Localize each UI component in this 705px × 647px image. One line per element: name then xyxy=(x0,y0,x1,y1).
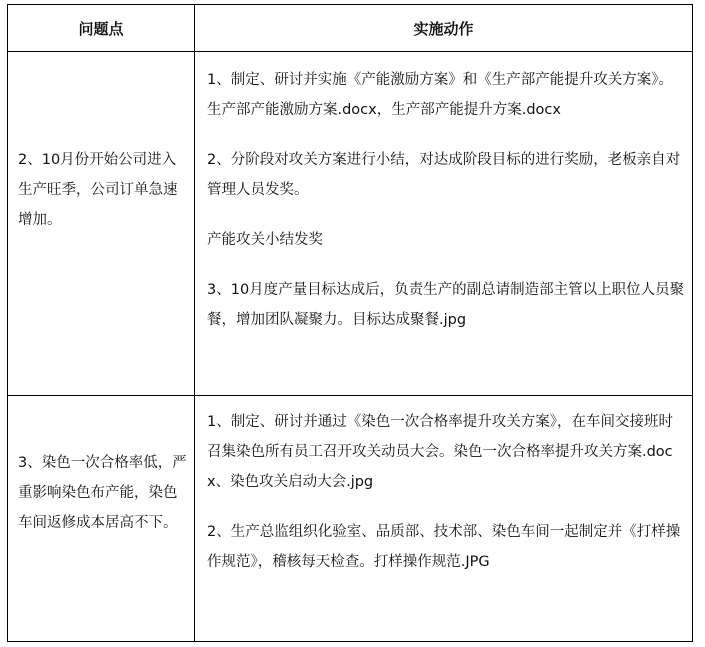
row-1-problem: 2、10月份开始公司进入生产旺季，公司订单急速增加。 xyxy=(18,152,178,228)
row-2-problem: 3、染色一次合格率低，严重影响染色布产能，染色车间返修成本居高不下。 xyxy=(18,455,187,531)
row-1-action-4: 3、10月度产量目标达成后，负责生产的副总请制造部主管以上职位人员聚餐，增加团队凝聚力。目标达成聚餐.jpg xyxy=(207,282,685,328)
header-problem: 问题点 xyxy=(78,19,124,38)
header-divider xyxy=(8,51,692,52)
column-divider xyxy=(194,5,195,641)
row-2-actions xyxy=(207,407,687,577)
row-2-action-1: 1、制定、研讨并通过《染色一次合格率提升攻关方案》，在车间交接班时召集染色所有员工召开攻关动员大会。染色一次合格率提升攻关方案.docx、染色攻关启动大会.jpg xyxy=(207,414,673,490)
header-action: 实施动作 xyxy=(413,19,474,38)
row-1-actions xyxy=(207,65,687,335)
row-1-action-2: 2、分阶段对攻关方案进行小结，对达成阶段目标的进行奖励，老板亲自对管理人员发奖。 xyxy=(207,152,681,198)
row-1-action-1: 1、制定、研讨并实施《产能激励方案》和《生产部产能提升攻关方案》。生产部产能激励方案.docx，生产部产能提升方案.docx xyxy=(207,72,673,118)
row-2-action-2: 2、生产总监组织化验室、品质部、技术部、染色车间一起制定并《打样操作规范》，稽核每天检查。打样操作规范.JPG xyxy=(207,524,681,570)
row-divider xyxy=(8,395,692,396)
improvement-table xyxy=(7,4,693,642)
row-1-action-3: 产能攻关小结发奖 xyxy=(207,232,323,248)
